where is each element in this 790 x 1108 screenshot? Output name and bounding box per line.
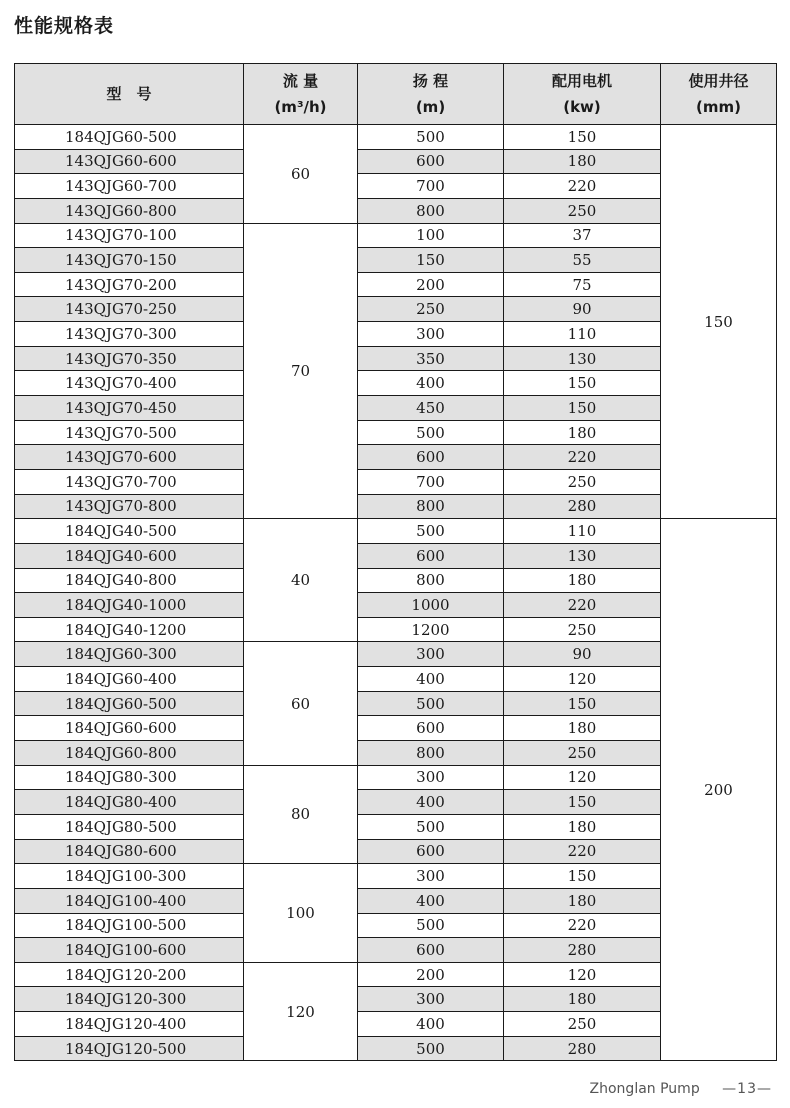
header-power-unit: (kw) [563,98,601,116]
model-cell: 184QJG40-500 [15,519,244,544]
power-cell: 150 [504,125,661,150]
head-cell: 800 [358,198,504,223]
spec-table-body [15,125,777,1061]
model-cell: 143QJG60-700 [15,174,244,199]
header-well-unit: (mm) [696,98,741,116]
power-cell: 130 [504,543,661,568]
flow-cell: 60 [244,642,358,765]
head-cell: 500 [358,420,504,445]
power-cell: 120 [504,962,661,987]
head-cell: 300 [358,322,504,347]
model-cell: 184QJG40-1000 [15,593,244,618]
flow-cell: 40 [244,519,358,642]
model-cell: 143QJG70-500 [15,420,244,445]
header-model-label: 型 号 [106,85,152,103]
power-cell: 250 [504,741,661,766]
power-cell: 180 [504,716,661,741]
head-cell: 350 [358,346,504,371]
head-cell: 300 [358,642,504,667]
model-cell: 184QJG60-300 [15,642,244,667]
model-cell: 184QJG40-1200 [15,617,244,642]
power-cell: 180 [504,420,661,445]
head-cell: 800 [358,494,504,519]
header-well-label: 使用井径 [688,72,749,90]
model-cell: 143QJG70-200 [15,272,244,297]
head-cell: 250 [358,297,504,322]
power-cell: 280 [504,494,661,519]
model-cell: 184QJG60-600 [15,716,244,741]
power-cell: 220 [504,913,661,938]
page-footer [590,1081,772,1097]
model-cell: 184QJG100-600 [15,938,244,963]
power-cell: 55 [504,248,661,273]
power-cell: 250 [504,617,661,642]
model-cell: 143QJG70-700 [15,469,244,494]
head-cell: 800 [358,568,504,593]
model-cell: 184QJG80-500 [15,814,244,839]
power-cell: 220 [504,174,661,199]
model-cell: 184QJG40-800 [15,568,244,593]
power-cell: 220 [504,445,661,470]
power-cell: 120 [504,667,661,692]
head-cell: 400 [358,888,504,913]
model-cell: 143QJG60-600 [15,149,244,174]
header-well [661,64,777,125]
footer-brand: Zhonglan Pump [589,1081,700,1097]
power-cell: 90 [504,642,661,667]
head-cell: 100 [358,223,504,248]
power-cell: 150 [504,371,661,396]
flow-cell: 100 [244,864,358,963]
power-cell: 150 [504,691,661,716]
head-cell: 600 [358,839,504,864]
model-cell: 184QJG120-400 [15,1012,244,1037]
power-cell: 130 [504,346,661,371]
header-power [504,64,661,125]
head-cell: 500 [358,913,504,938]
model-cell: 184QJG120-300 [15,987,244,1012]
model-cell: 143QJG70-450 [15,396,244,421]
header-head-unit: (m) [415,98,446,116]
model-cell: 143QJG60-800 [15,198,244,223]
model-cell: 143QJG70-250 [15,297,244,322]
header-flow-label: 流 量 [282,72,319,90]
model-cell: 143QJG70-600 [15,445,244,470]
head-cell: 600 [358,543,504,568]
head-cell: 500 [358,125,504,150]
head-cell: 300 [358,864,504,889]
head-cell: 150 [358,248,504,273]
model-cell: 143QJG70-150 [15,248,244,273]
head-cell: 400 [358,790,504,815]
table-header-row [15,64,777,125]
power-cell: 150 [504,396,661,421]
head-cell: 700 [358,469,504,494]
power-cell: 220 [504,839,661,864]
power-cell: 180 [504,814,661,839]
header-flow [244,64,358,125]
head-cell: 500 [358,814,504,839]
head-cell: 300 [358,765,504,790]
head-cell: 400 [358,1012,504,1037]
power-cell: 75 [504,272,661,297]
spec-table [14,63,777,1061]
model-cell: 184QJG100-500 [15,913,244,938]
head-cell: 1000 [358,593,504,618]
power-cell: 90 [504,297,661,322]
model-cell: 184QJG80-400 [15,790,244,815]
head-cell: 400 [358,371,504,396]
power-cell: 250 [504,469,661,494]
head-cell: 200 [358,962,504,987]
model-cell: 184QJG100-400 [15,888,244,913]
power-cell: 150 [504,864,661,889]
header-model [15,64,244,125]
model-cell: 184QJG60-800 [15,741,244,766]
power-cell: 250 [504,198,661,223]
model-cell: 184QJG120-500 [15,1036,244,1061]
model-cell: 184QJG60-400 [15,667,244,692]
power-cell: 37 [504,223,661,248]
head-cell: 800 [358,741,504,766]
power-cell: 180 [504,987,661,1012]
head-cell: 500 [358,691,504,716]
head-cell: 200 [358,272,504,297]
head-cell: 450 [358,396,504,421]
table-row [15,519,777,544]
model-cell: 184QJG40-600 [15,543,244,568]
head-cell: 600 [358,938,504,963]
model-cell: 184QJG100-300 [15,864,244,889]
head-cell: 600 [358,149,504,174]
power-cell: 280 [504,1036,661,1061]
model-cell: 184QJG80-600 [15,839,244,864]
power-cell: 110 [504,519,661,544]
well-diameter-cell: 200 [661,519,777,1061]
well-diameter-cell: 150 [661,125,777,519]
head-cell: 700 [358,174,504,199]
page-title: 性能规格表 [14,15,115,37]
model-cell: 143QJG70-400 [15,371,244,396]
header-power-label: 配用电机 [551,72,612,90]
flow-cell: 60 [244,125,358,224]
head-cell: 500 [358,1036,504,1061]
power-cell: 150 [504,790,661,815]
head-cell: 600 [358,445,504,470]
page-number: —13— [722,1081,772,1097]
head-cell: 400 [358,667,504,692]
model-cell: 143QJG70-800 [15,494,244,519]
model-cell: 184QJG60-500 [15,691,244,716]
power-cell: 180 [504,568,661,593]
power-cell: 250 [504,1012,661,1037]
model-cell: 184QJG80-300 [15,765,244,790]
model-cell: 143QJG70-350 [15,346,244,371]
power-cell: 280 [504,938,661,963]
model-cell: 143QJG70-300 [15,322,244,347]
head-cell: 600 [358,716,504,741]
flow-cell: 120 [244,962,358,1061]
power-cell: 120 [504,765,661,790]
head-cell: 500 [358,519,504,544]
power-cell: 220 [504,593,661,618]
power-cell: 180 [504,149,661,174]
head-cell: 300 [358,987,504,1012]
model-cell: 143QJG70-100 [15,223,244,248]
model-cell: 184QJG60-500 [15,125,244,150]
header-head-label: 扬 程 [412,72,449,90]
table-row [15,125,777,150]
power-cell: 180 [504,888,661,913]
head-cell: 1200 [358,617,504,642]
header-flow-unit: (m³/h) [274,98,327,116]
flow-cell: 70 [244,223,358,519]
flow-cell: 80 [244,765,358,864]
header-head [358,64,504,125]
model-cell: 184QJG120-200 [15,962,244,987]
power-cell: 110 [504,322,661,347]
